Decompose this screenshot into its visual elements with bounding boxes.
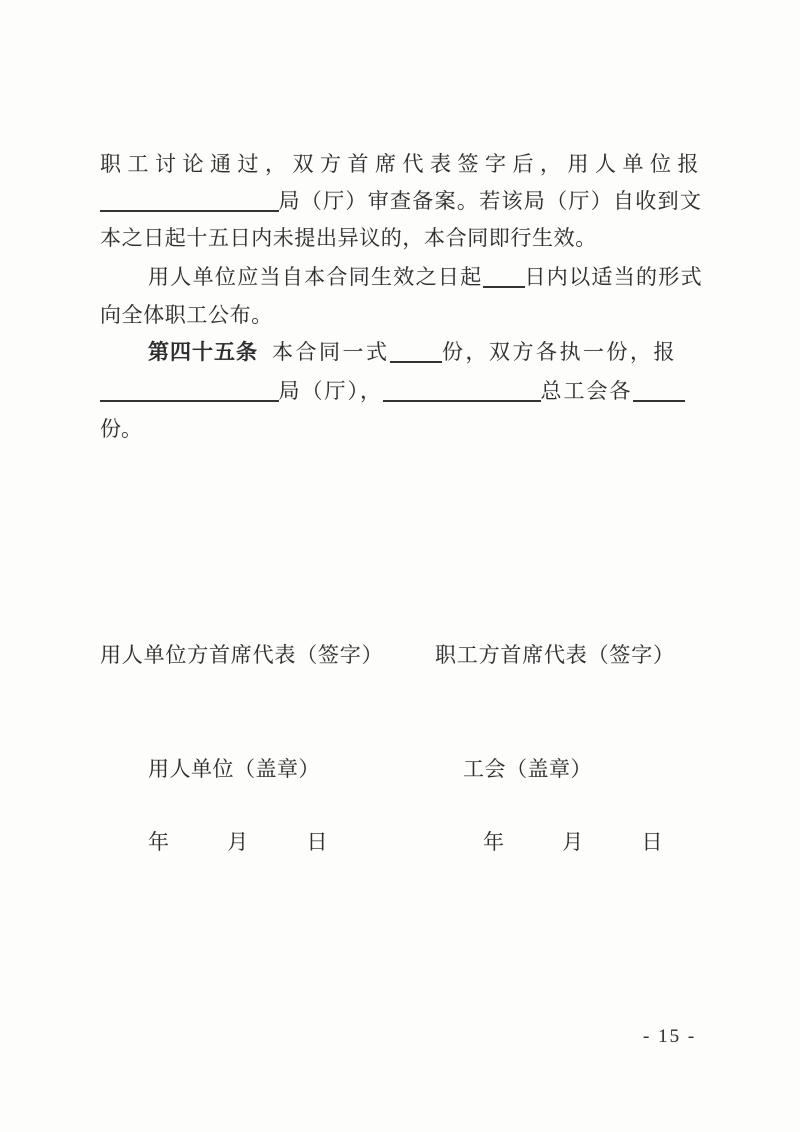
article-number: 第四十五条: [148, 340, 258, 364]
text-segment: 局（厅）审查备案。若该局（厅）自收到文: [278, 189, 703, 213]
date-line-left: 年 月 日: [148, 830, 328, 854]
text-segment: 总工会各: [540, 379, 633, 403]
page-number: - 15 -: [643, 1026, 697, 1047]
text-segment: 份，双方各执一份，报: [442, 340, 677, 364]
employer-seal-label: 用人单位（盖章）: [148, 757, 320, 781]
paragraph3-line3: 份。: [100, 417, 142, 441]
paragraph2-line1: [148, 265, 703, 289]
fill-in-blank: [483, 269, 525, 288]
text-segment: 本合同一式: [272, 340, 390, 364]
fill-in-blank: [100, 383, 279, 402]
paragraph3-line2: [100, 379, 685, 403]
fill-in-blank: [100, 193, 279, 212]
paragraph3-line1: [148, 340, 677, 364]
date-line-right: 年 月 日: [483, 830, 663, 854]
union-seal-label: 工会（盖章）: [463, 757, 592, 781]
paragraph1-line1: 职工讨论通过，双方首席代表签字后，用人单位报: [100, 152, 705, 176]
text-segment: 局（厅），: [278, 379, 383, 403]
employer-signature-label: 用人单位方首席代表（签字）: [100, 643, 384, 667]
employee-signature-label: 职工方首席代表（签字）: [435, 643, 675, 667]
fill-in-blank: [383, 383, 541, 402]
paragraph1-line2: [100, 189, 702, 213]
text-segment: 日内以适当的形式: [524, 265, 703, 289]
text-segment: 用人单位应当自本合同生效之日起: [148, 265, 483, 289]
fill-in-blank: [633, 383, 686, 402]
paragraph1-line3: 本之日起十五日内未提出异议的，本合同即行生效。: [100, 226, 597, 250]
paragraph2-line2: 向全体职工公布。: [100, 303, 273, 327]
fill-in-blank: [390, 344, 443, 363]
